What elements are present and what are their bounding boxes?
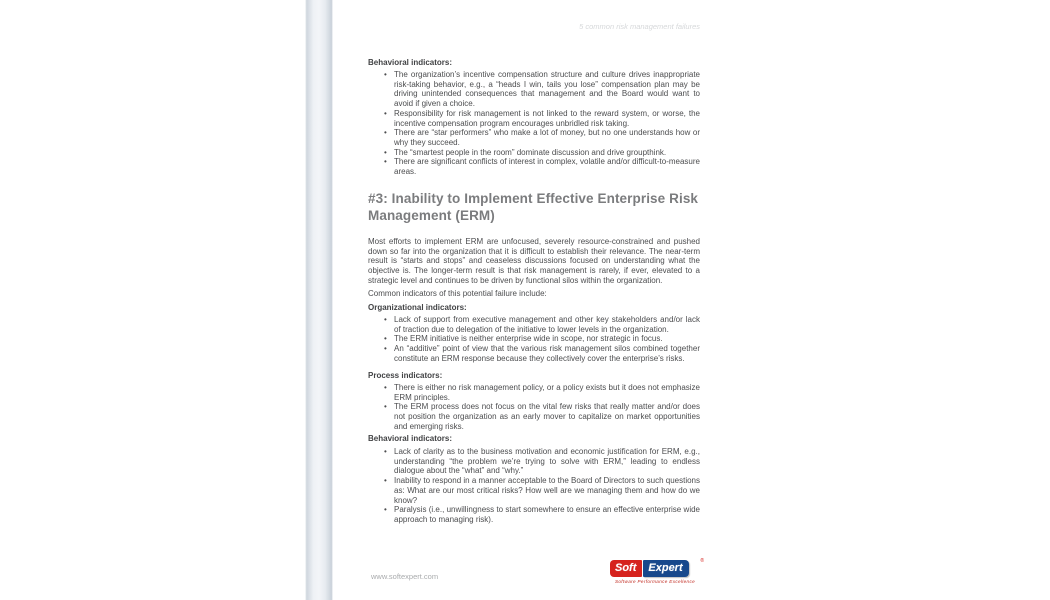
behavioral-indicators-top-list [368,70,700,177]
intro-paragraph: Most efforts to implement ERM are unfocused, severely resource-constrained and pushed down so far into the organization that it is difficult to establish their relevance. The near-term result is “starts and stops” and ceaseless discussions focused on understanding what the objective is. The longer-term result is that risk management is rarely, if ever, elevated to a strategic level and continues to be driven by functional silos within the organization. [368,237,700,285]
bullet-item: • Lack of support from executive management and other key stakeholders and/or lack of traction due to delegation of the initiative to lower levels in the organization. [394,315,700,334]
registered-trademark-icon: ® [700,558,704,564]
logo-soft-block: Soft [610,560,642,577]
bullet-item: • Lack of clarity as to the business motivation and economic justification for ERM, e.g., understanding “the problem we’re trying to solve with ERM,” leading to endless dialogue about the “what” and “why.” [394,447,700,476]
logo-tagline: Software Performance Excellence [614,578,696,584]
bullet-item: • The organization’s incentive compensation structure and culture drives inappropriate risk-taking behavior, e.g., a “heads I win, tails you lose” compensation plan may be driving unintended consequences that management and the Board would want to avoid if given a choice. [394,70,700,109]
process-indicators-list [368,383,700,432]
bullet-item: • Inability to respond in a manner acceptable to the Board of Directors to such questions as: What are our most critical risks? How well are we managing them and how do we know? [394,476,700,505]
process-indicators-label: Process indicators: [368,371,443,380]
bullet-item: • The “smartest people in the room” dominate discussion and drive groupthink. [394,148,700,158]
organizational-indicators-label: Organizational indicators: [368,303,467,312]
running-header: 5 common risk management failures [579,22,700,31]
behavioral-indicators-top-label: Behavioral indicators: [368,58,453,67]
bullet-item: • There are “star performers” who make a lot of money, but no one understands how or why they succeed. [394,128,700,147]
logo-expert-block: Expert [643,560,688,577]
common-indicators-line: Common indicators of this potential failure include: [368,289,547,298]
bullet-item: • Responsibility for risk management is not linked to the reward system, or worse, the incentive compensation program encourages unbridled risk taking. [394,109,700,128]
bullet-item: • The ERM initiative is neither enterprise wide in scope, nor strategic in focus. [394,334,700,344]
bullet-item: • There is either no risk management policy, or a policy exists but it does not emphasize ERM principles. [394,383,700,402]
page-edge-gap [305,0,333,600]
softexpert-logo [610,558,704,584]
document-page [368,0,704,600]
bullet-item: • The ERM process does not focus on the vital few risks that really matter and/or does not position the organization as an early mover to capitalize on market opportunities and emerging risks. [394,402,700,431]
bullet-item: • There are significant conflicts of interest in complex, volatile and/or difficult-to-measure areas. [394,157,700,176]
behavioral-indicators-bottom-label: Behavioral indicators: [368,434,453,443]
footer-website-link[interactable]: www.softexpert.com [371,572,439,581]
bullet-item: • An “additive” point of view that the various risk management silos combined together constitute an ERM response because they collectively cover the enterprise’s risks. [394,344,700,363]
softexpert-logo-wordmark [610,558,704,577]
bullet-item: • Paralysis (i.e., unwillingness to start somewhere to ensure an effective enterprise wide approach to managing risk). [394,505,700,524]
behavioral-indicators-bottom-list [368,447,700,525]
section-heading: #3: Inability to Implement Effective Enterprise Risk Management (ERM) [368,191,699,223]
organizational-indicators-list [368,315,700,364]
